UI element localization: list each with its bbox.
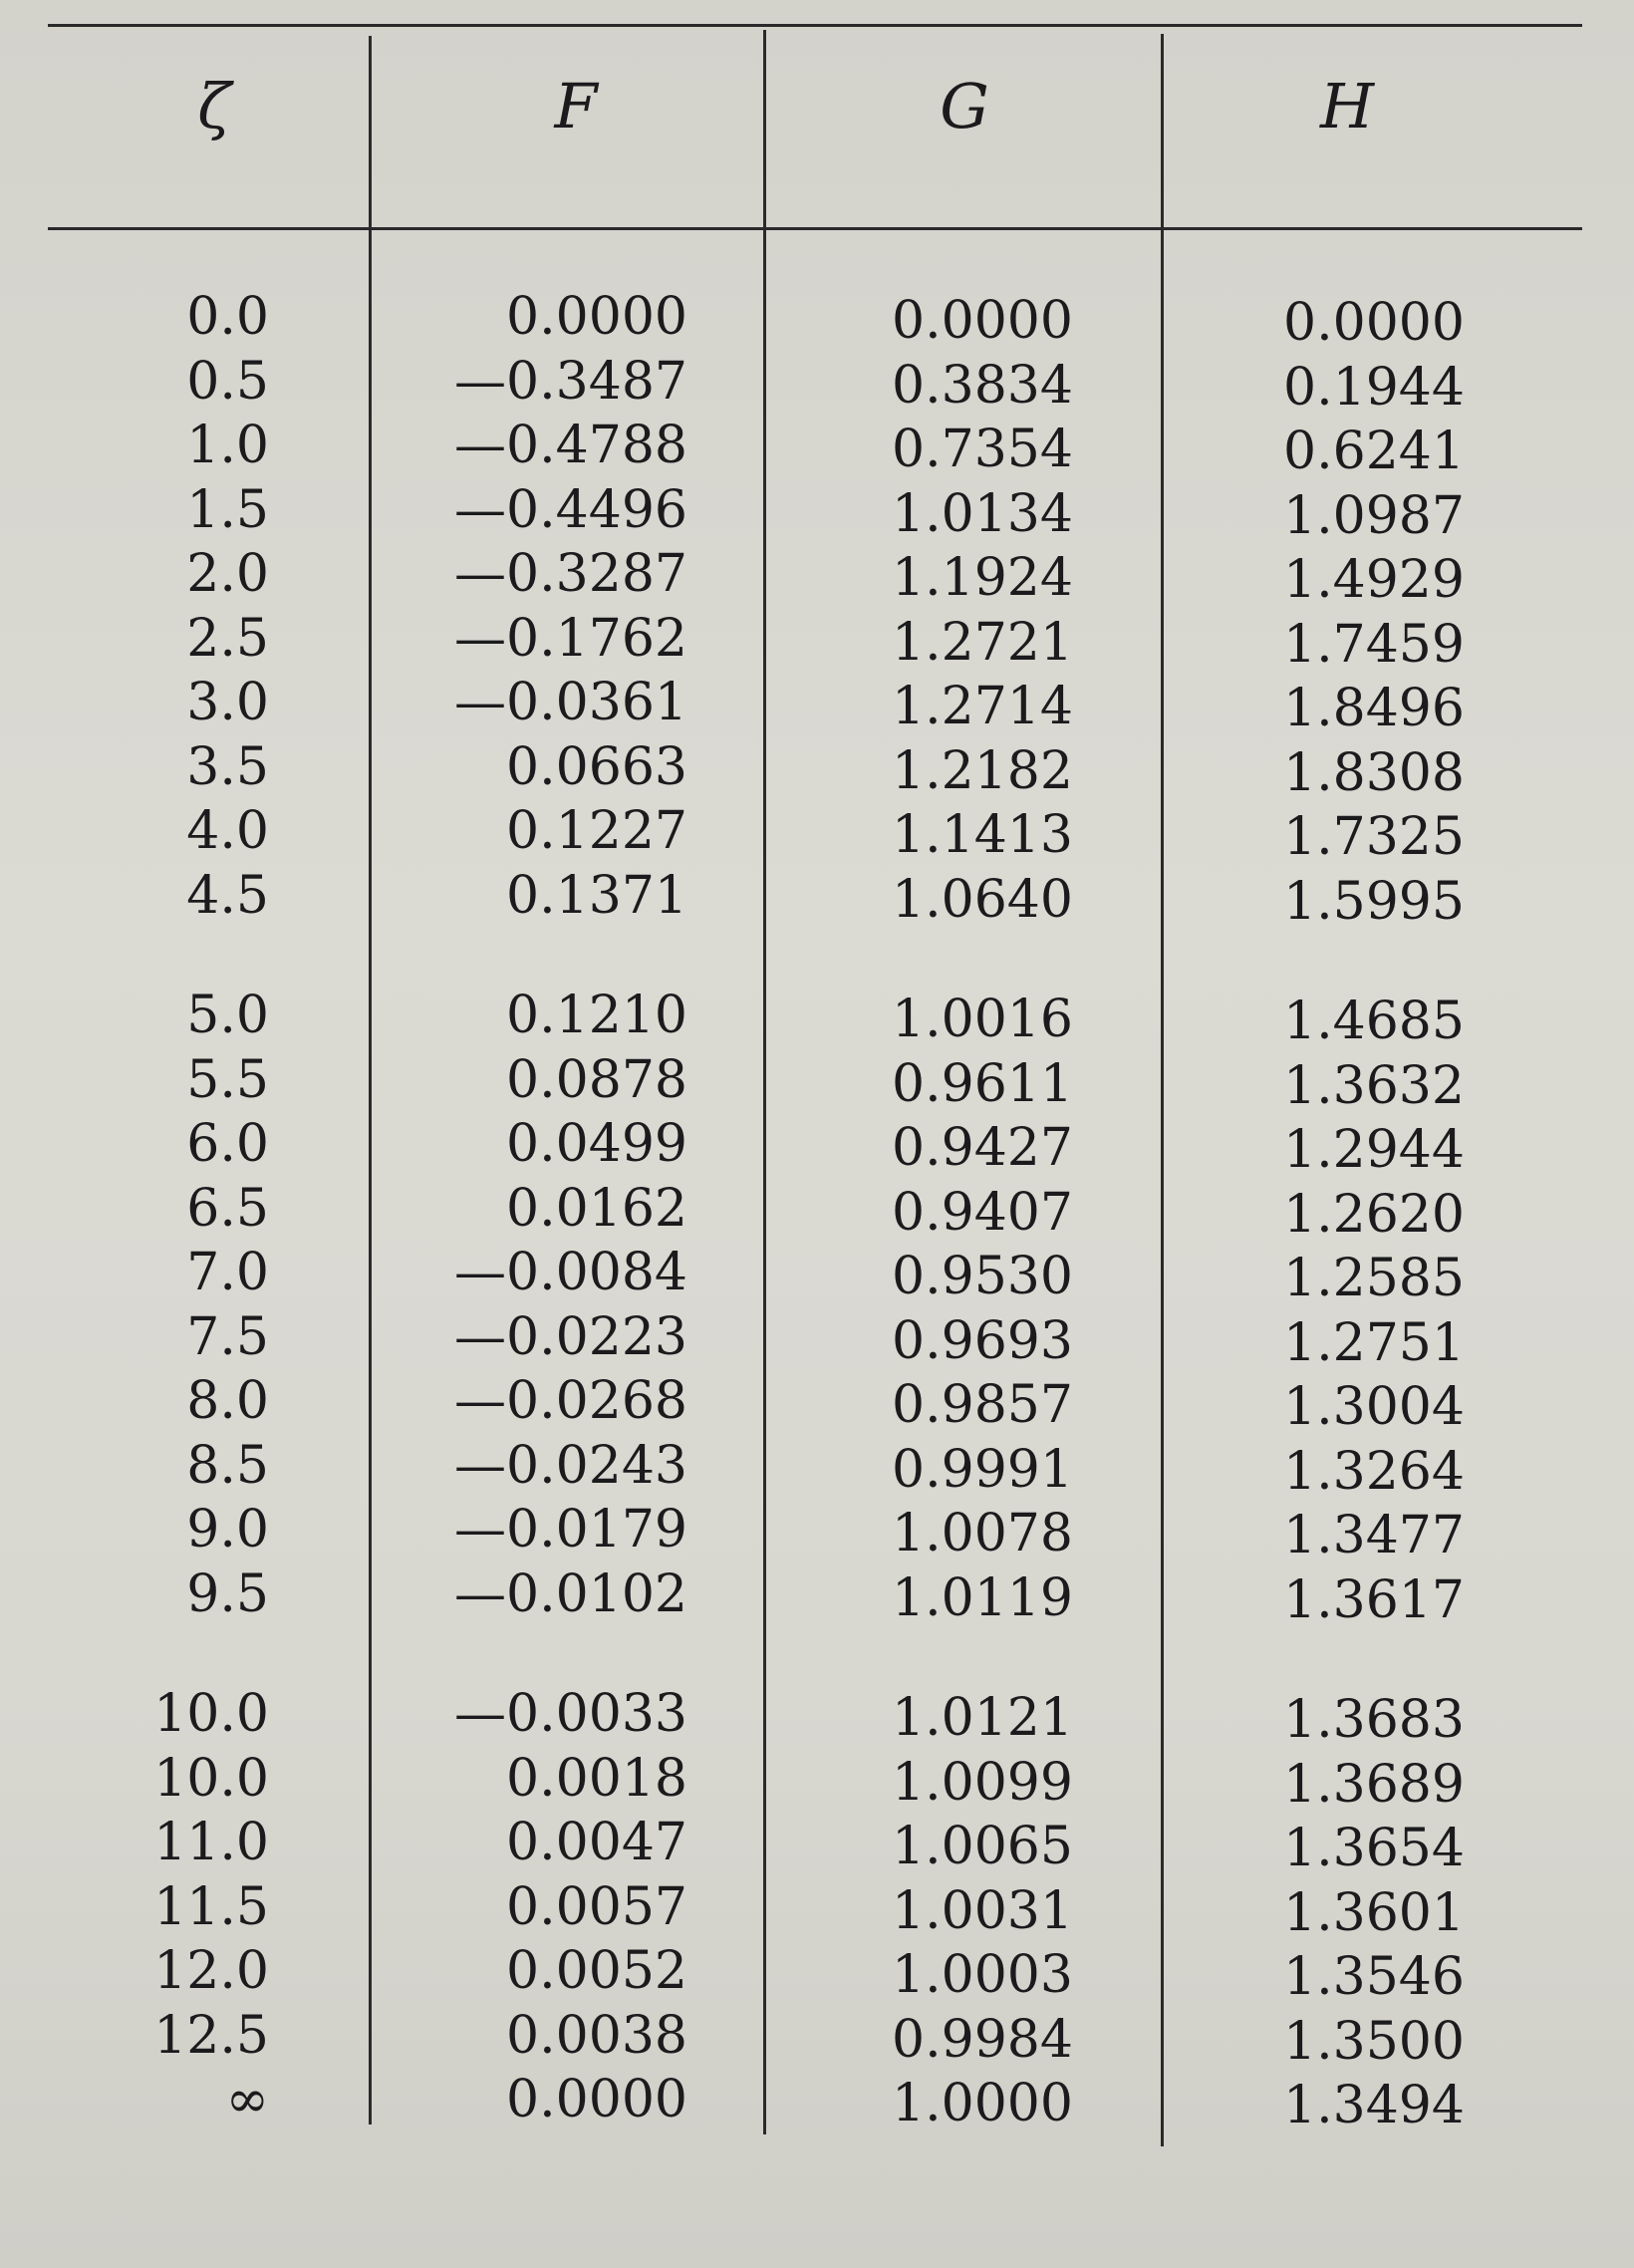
cell-h: 1.8308 — [1283, 742, 1465, 803]
cell-g: 0.9991 — [892, 1439, 1073, 1500]
cell-zeta: 7.5 — [186, 1306, 269, 1367]
cell-h: 1.3632 — [1283, 1055, 1465, 1116]
cell-f: —0.0223 — [454, 1306, 687, 1367]
cell-f: 0.0038 — [506, 2005, 687, 2066]
cell-g: 0.9407 — [892, 1182, 1073, 1243]
cell-g: 0.9693 — [892, 1310, 1073, 1371]
cell-zeta: 1.0 — [186, 416, 269, 475]
cell-f: 0.0047 — [506, 1813, 687, 1872]
column-divider-3 — [1161, 34, 1164, 2146]
cell-h: 1.3654 — [1283, 1819, 1465, 1878]
cell-h: 1.3264 — [1283, 1441, 1465, 1502]
cell-g: 1.0065 — [892, 1817, 1073, 1876]
cell-g: 1.2182 — [892, 740, 1073, 801]
cell-h: 1.2620 — [1283, 1184, 1465, 1245]
group-gap — [1283, 934, 1522, 990]
cell-f: —0.1762 — [454, 608, 687, 669]
cell-h: 1.8496 — [1283, 679, 1465, 738]
cell-zeta: 10.0 — [153, 1748, 269, 1809]
header-g: G — [940, 70, 989, 142]
cell-g: 0.0000 — [892, 291, 1073, 351]
cell-g: 1.0031 — [892, 1880, 1073, 1941]
cell-g: 1.0003 — [892, 1945, 1073, 2005]
cell-g: 0.9611 — [892, 1053, 1073, 1114]
cell-g: 1.0121 — [892, 1688, 1073, 1748]
group-gap — [428, 1626, 687, 1682]
cell-h: 1.3689 — [1283, 1754, 1465, 1815]
cell-zeta: 12.5 — [153, 2005, 269, 2066]
cell-f: 0.0018 — [506, 1748, 687, 1809]
cell-g: 1.0119 — [892, 1567, 1073, 1628]
cell-g: 1.0016 — [892, 990, 1073, 1049]
cell-f: —0.0102 — [454, 1563, 687, 1624]
group-gap — [892, 1630, 1131, 1686]
cell-g: 1.0000 — [892, 2074, 1073, 2133]
column-divider-2 — [763, 30, 766, 2134]
cell-h: 0.6241 — [1283, 422, 1465, 481]
column-divider-1 — [369, 36, 372, 2125]
cell-zeta: 2.0 — [186, 544, 269, 604]
group-gap — [100, 928, 269, 984]
h-column — [1283, 291, 1522, 2138]
cell-zeta: 1.5 — [186, 479, 269, 540]
cell-zeta: 3.5 — [186, 736, 269, 797]
cell-zeta: 3.0 — [186, 673, 269, 732]
header-rule — [48, 227, 1582, 230]
header-zeta: ζ — [197, 70, 231, 142]
cell-f: 0.0052 — [506, 1941, 687, 2001]
cell-g: 1.0134 — [892, 483, 1073, 544]
cell-h: 1.5995 — [1283, 871, 1465, 932]
cell-zeta: 2.5 — [186, 608, 269, 669]
cell-h: 1.7325 — [1283, 807, 1465, 867]
cell-h: 0.1944 — [1283, 357, 1465, 418]
cell-g: 0.9530 — [892, 1247, 1073, 1306]
cell-zeta: 4.5 — [186, 865, 269, 926]
cell-h: 1.3477 — [1283, 1506, 1465, 1565]
cell-zeta: 0.0 — [186, 287, 269, 347]
cell-zeta: 12.0 — [153, 1941, 269, 2001]
cell-g: 0.9984 — [892, 2009, 1073, 2070]
cell-f: —0.4788 — [454, 416, 687, 475]
cell-f: —0.0243 — [454, 1435, 687, 1496]
cell-g: 1.2721 — [892, 612, 1073, 673]
group-gap — [428, 928, 687, 984]
cell-g: 1.1413 — [892, 805, 1073, 865]
cell-h: 1.7459 — [1283, 614, 1465, 675]
group-gap — [892, 932, 1131, 988]
zeta-column — [100, 285, 269, 2132]
cell-h: 1.0987 — [1283, 485, 1465, 546]
cell-zeta: 11.0 — [153, 1813, 269, 1872]
cell-f: 0.1371 — [506, 865, 687, 926]
cell-f: —0.0179 — [454, 1500, 687, 1559]
cell-f: 0.0663 — [506, 736, 687, 797]
top-rule — [48, 24, 1582, 27]
f-column — [428, 285, 687, 2132]
cell-g: 0.7354 — [892, 420, 1073, 479]
cell-f: —0.0268 — [454, 1371, 687, 1431]
cell-f: 0.0878 — [506, 1049, 687, 1110]
cell-h: 1.3683 — [1283, 1690, 1465, 1750]
cell-g: 1.0640 — [892, 869, 1073, 930]
header-f: F — [554, 70, 598, 142]
cell-h: 1.2944 — [1283, 1120, 1465, 1180]
cell-g: 0.3834 — [892, 355, 1073, 416]
cell-zeta: 0.5 — [186, 351, 269, 412]
cell-h: 1.3494 — [1283, 2076, 1465, 2135]
cell-f: —0.3287 — [454, 544, 687, 604]
cell-zeta: ∞ — [225, 2070, 269, 2129]
header-h: H — [1319, 70, 1375, 142]
cell-g: 1.2714 — [892, 677, 1073, 736]
cell-g: 1.1924 — [892, 548, 1073, 608]
cell-h: 1.2751 — [1283, 1312, 1465, 1373]
cell-zeta: 4.0 — [186, 801, 269, 861]
cell-zeta: 7.0 — [186, 1243, 269, 1302]
cell-zeta: 5.5 — [186, 1049, 269, 1110]
cell-f: —0.3487 — [454, 351, 687, 412]
cell-zeta: 8.5 — [186, 1435, 269, 1496]
cell-h: 1.3500 — [1283, 2011, 1465, 2072]
cell-f: 0.0000 — [506, 287, 687, 347]
cell-g: 0.9857 — [892, 1375, 1073, 1435]
cell-h: 1.3546 — [1283, 1947, 1465, 2007]
cell-f: —0.0033 — [454, 1684, 687, 1744]
cell-h: 1.2585 — [1283, 1249, 1465, 1308]
cell-zeta: 11.5 — [153, 1876, 269, 1937]
cell-h: 1.4929 — [1283, 550, 1465, 610]
cell-zeta: 6.5 — [186, 1178, 269, 1239]
cell-h: 1.4685 — [1283, 992, 1465, 1051]
cell-f: 0.0499 — [506, 1114, 687, 1174]
cell-zeta: 8.0 — [186, 1371, 269, 1431]
cell-zeta: 9.0 — [186, 1500, 269, 1559]
cell-zeta: 6.0 — [186, 1114, 269, 1174]
cell-zeta: 5.0 — [186, 986, 269, 1045]
cell-h: 1.3617 — [1283, 1569, 1465, 1630]
g-column — [892, 289, 1131, 2136]
cell-f: —0.0084 — [454, 1243, 687, 1302]
cell-h: 1.3004 — [1283, 1377, 1465, 1437]
group-gap — [100, 1626, 269, 1682]
cell-g: 1.0078 — [892, 1504, 1073, 1563]
cell-g: 1.0099 — [892, 1752, 1073, 1813]
cell-f: —0.0361 — [454, 673, 687, 732]
group-gap — [1283, 1632, 1522, 1688]
cell-g: 0.9427 — [892, 1118, 1073, 1178]
cell-f: —0.4496 — [454, 479, 687, 540]
cell-f: 0.1227 — [506, 801, 687, 861]
cell-zeta: 9.5 — [186, 1563, 269, 1624]
cell-f: 0.0000 — [506, 2070, 687, 2129]
cell-f: 0.0162 — [506, 1178, 687, 1239]
cell-zeta: 10.0 — [153, 1684, 269, 1744]
cell-h: 0.0000 — [1283, 293, 1465, 353]
cell-f: 0.1210 — [506, 986, 687, 1045]
cell-f: 0.0057 — [506, 1876, 687, 1937]
cell-h: 1.3601 — [1283, 1882, 1465, 1943]
